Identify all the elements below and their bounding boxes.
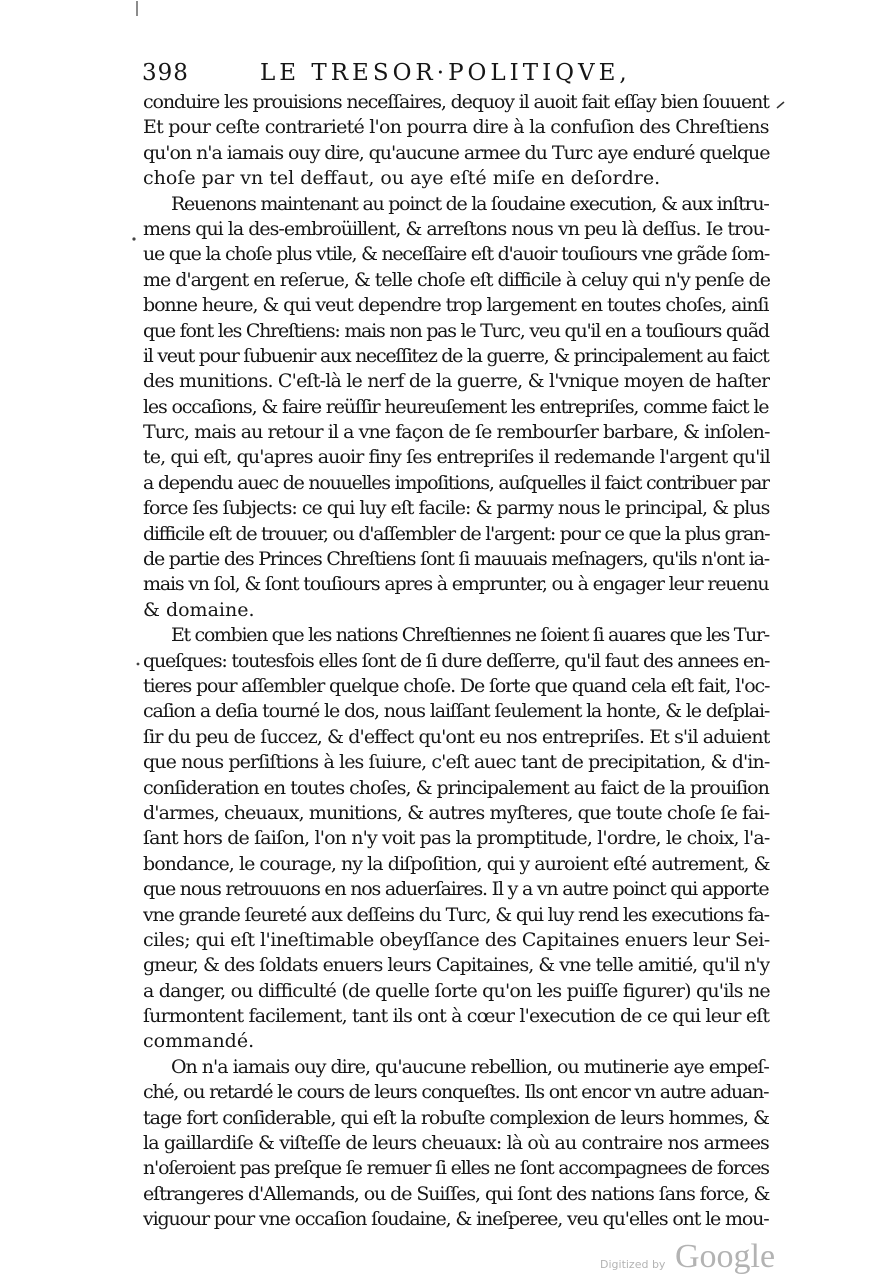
text-line: vne grande ſeureté aux deſſeins du Turc, & qui luy rend les executions fa- [143, 903, 769, 926]
ink-speck-mark [133, 0, 141, 18]
text-line: bonne heure, & qui veut dependre trop largement en toutes choſes, ainſi [143, 294, 769, 317]
text-line: & domaine. [143, 598, 255, 621]
text-line: queſques: toutesfois elles ſont de ſi dure deſſerre, qu'il faut des annees en- [143, 649, 770, 672]
paragraph-first-line: On n'a iamais ouy dire, qu'aucune rebellion, ou mutinerie aye empeſ- [171, 1055, 769, 1078]
text-line: il veut pour ſubuenir aux neceſſitez de la guerre, & principalement au faict [143, 344, 769, 367]
text-line: a dependu auec de nouuelles impoſitions, auſquelles il faict contribuer par [143, 471, 769, 494]
text-line: ue que la choſe plus vtile, & neceſſaire eſt d'auoir touſiours vne grãde ſom- [143, 243, 769, 266]
text-line: ſir du peu de ſuccez, & d'effect qu'ont eu nos entrepriſes. Et s'il aduient [143, 725, 770, 748]
text-line: que nous perſiſtions à les ſuiure, c'eſt auec tant de precipitation, & d'in- [143, 751, 770, 774]
ink-speck-mark [130, 235, 138, 243]
text-line: caſion a deſia tourné le dos, nous laiſſant ſeulement la honte, & le deſplai- [143, 700, 770, 723]
page-number: 398 [142, 60, 189, 86]
text-line: ſurmontent facilement, tant ils ont à cœur l'execution de ce qui leur eſt [143, 1005, 770, 1028]
text-line: mens qui la des-embroüillent, & arreſtons nous vn peu là deſſus. Ie trou- [143, 217, 770, 240]
text-line: Et pour ceſte contrarieté l'on pourra dire à la confuſion des Chreſtiens [143, 116, 769, 139]
text-line: de partie des Princes Chreſtiens ſont ſi mauuais meſnagers, qu'ils n'ont ia- [143, 548, 769, 571]
ink-speck-mark [134, 660, 142, 668]
text-line: eſtrangeres d'Allemands, ou de Suiſſes, qui ſont des nations ſans force, & [143, 1182, 770, 1205]
text-line: tieres pour aſſembler quelque choſe. De ſorte que quand cela eſt fait, l'oc- [143, 674, 770, 697]
text-line: gneur, & des ſoldats enuers leurs Capitaines, & vne telle amitié, qu'il n'y [143, 954, 770, 977]
text-line: conſideration en toutes choſes, & principalement au faict de la prouiſion [143, 776, 769, 799]
text-line: Turc, mais au retour il a vne façon de ſe rembourſer barbare, & inſolen- [143, 421, 770, 444]
text-line: a danger, ou difficulté (de quelle ſorte qu'on les puiſſe figurer) qu'ils ne [143, 979, 770, 1002]
text-line: ciles; qui eſt l'ineſtimable obeyſſance des Capitaines enuers leur Sei- [143, 928, 770, 951]
text-line: bondance, le courage, ny la diſpoſition, qui y auroient eſté autrement, & [143, 852, 770, 875]
text-line: les occaſions, & faire reüſſir heureuſement les entrepriſes, comme faict le [143, 395, 769, 418]
text-line: tage fort conſiderable, qui eſt la robuſte complexion de leurs hommes, & [143, 1106, 769, 1129]
ink-speck-mark [776, 100, 786, 110]
text-line: commandé. [143, 1030, 255, 1053]
text-line: ché, ou retardé le cours de leurs conqueſtes. Ils ont encor vn autre aduan- [143, 1081, 769, 1104]
text-line: choſe par vn tel deffaut, ou aye eſté miſe en deſordre. [143, 167, 661, 190]
paragraph-first-line: Et combien que les nations Chreſtiennes ne ſoient ſi auares que les Tur- [171, 624, 769, 647]
google-logo: Google [675, 1238, 776, 1275]
text-line: viguour pour vne occaſion ſoudaine, & ineſperee, veu qu'elles ont le mou- [143, 1208, 769, 1231]
book-title: LE TRESOR·POLITIQVE, [260, 60, 631, 86]
text-line: des munitions. C'eſt-là le nerf de la guerre, & l'vnique moyen de haſter [143, 370, 770, 393]
digitized-watermark [600, 1238, 800, 1278]
text-line: me d'argent en reſerue, & telle choſe eſt difficile à celuy qui n'y penſe de [143, 268, 770, 291]
body-text [143, 90, 770, 1233]
text-line: la gaillardiſe & viſteſſe de leurs cheuaux: là où au contraire nos armees [143, 1132, 769, 1155]
text-line: n'oſeroient pas preſque ſe remuer ſi elles ne ſont accompagnees de forces [143, 1157, 769, 1180]
paragraph-first-line: Reuenons maintenant au poinct de la ſoudaine execution, & aux inſtru- [171, 192, 769, 215]
text-line: te, qui eſt, qu'apres auoir finy ſes entrepriſes il redemande l'argent qu'il [143, 446, 770, 469]
text-line: conduire les prouisions neceſſaires, dequoy il auoit fait eſſay bien ſouuent [143, 91, 769, 113]
text-line: qu'on n'a iamais ouy dire, qu'aucune armee du Turc aye enduré quelque [143, 141, 770, 164]
watermark-label: Digitized by [600, 1258, 666, 1271]
text-line: difficile eſt de trouuer, ou d'aſſembler de l'argent: pour ce que la plus gran- [143, 522, 770, 545]
text-line: ſant hors de ſaiſon, l'on n'y voit pas la promptitude, l'ordre, le choix, l'a- [143, 827, 770, 850]
text-line: d'armes, cheuaux, munitions, & autres myſteres, que toute choſe ſe fai- [143, 801, 770, 824]
text-line: force ſes ſubjects: ce qui luy eſt facile: & parmy nous le principal, & plus [143, 497, 770, 520]
text-line: que font les Chreſtiens: mais non pas le Turc, veu qu'il en a touſiours quãd [143, 319, 769, 342]
text-line: que nous retrouuons en nos aduerſaires. Il y a vn autre poinct qui apporte [143, 878, 769, 901]
running-head [142, 60, 672, 94]
text-line: mais vn ſol, & ſont touſiours apres à emprunter, ou à engager leur reuenu [143, 573, 769, 596]
